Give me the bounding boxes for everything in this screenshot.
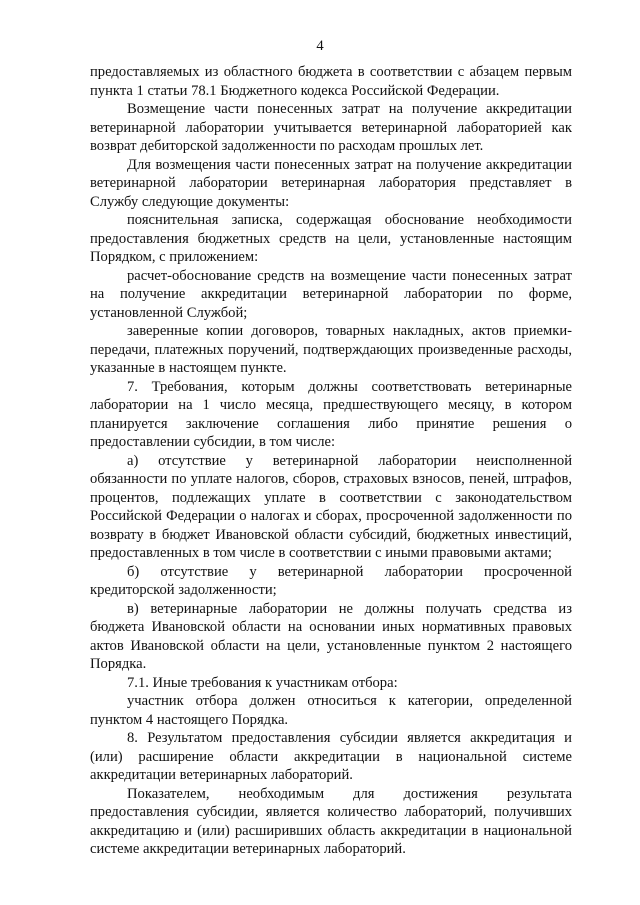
paragraph: пояснительная записка, содержащая обоснование необходимости предоставления бюджетных средств на цели, установленные настоящим Порядком, с приложением: xyxy=(90,212,572,265)
paragraph: а) отсутствие у ветеринарной лаборатории неисполненной обязанности по уплате налогов, сборов, страховых взносов, пеней, штрафов, процентов, подлежащих уплате в соответствии с законодательством Российской Федерации о налогах и сборах, просроченной задолженности по возврату в бюджет Ивановской области субсидий, бюджетных инвестиций, предоставленных в том числе в соответствии с иными правовыми актами; xyxy=(90,452,572,561)
paragraph: 7. Требования, которым должны соответствовать ветеринарные лаборатории на 1 число месяца, предшествующего месяцу, в котором планируется заключение соглашения либо принятие решения о предоставлении субсидии, в том числе: xyxy=(90,378,572,450)
paragraph: Показателем, необходимым для достижения результата предоставления субсидии, является количество лабораторий, получивших аккредитацию и (или) расширивших область аккредитации в национальной системе аккредитации ветеринарных лабораторий. xyxy=(90,785,572,857)
paragraph: заверенные копии договоров, товарных накладных, актов приемки-передачи, платежных поручений, подтверждающих произведенные расходы, указанные в настоящем пункте. xyxy=(90,323,572,376)
paragraph: расчет-обоснование средств на возмещение части понесенных затрат на получение аккредитации ветеринарной лаборатории по форме, установленной Службой; xyxy=(90,267,572,321)
paragraph: б) отсутствие у ветеринарной лаборатории просроченной кредиторской задолженности; xyxy=(90,563,572,598)
paragraph: 7.1. Иные требования к участникам отбора: xyxy=(127,674,398,691)
document-body xyxy=(90,63,572,859)
paragraph: 8. Результатом предоставления субсидии является аккредитация и (или) расширение области аккредитации в национальной системе аккредитации ветеринарных лабораторий. xyxy=(90,730,572,783)
page-number: 4 xyxy=(316,38,324,54)
paragraph: в) ветеринарные лаборатории не должны получать средства из бюджета Ивановской области на основании иных нормативных правовых актов Ивановской области на цели, установленные пунктом 2 настоящего Порядка. xyxy=(90,600,572,672)
paragraph: предоставляемых из областного бюджета в соответствии с абзацем первым пункта 1 статьи 78.1 Бюджетного кодекса Российской Федерации. xyxy=(90,64,572,99)
paragraph: Для возмещения части понесенных затрат на получение аккредитации ветеринарной лаборатории ветеринарная лаборатория представляет в Службу следующие документы: xyxy=(90,156,572,210)
paragraph: Возмещение части понесенных затрат на получение аккредитации ветеринарной лаборатории учитывается ветеринарной лабораторией как возврат дебиторской задолженности по расходам прошлых лет. xyxy=(90,101,572,154)
paragraph: участник отбора должен относиться к категории, определенной пунктом 4 настоящего Порядка. xyxy=(90,693,572,728)
